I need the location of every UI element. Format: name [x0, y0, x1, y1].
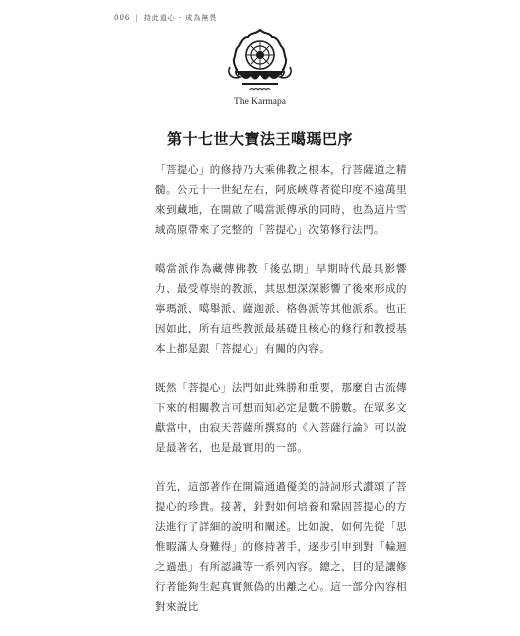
- page-number: 006: [114, 14, 131, 22]
- running-title: 持此道心 · 成為無畏: [143, 14, 218, 22]
- logo-caption: The Karmapa: [234, 97, 286, 107]
- paragraph: 既然「菩提心」法門如此殊勝和重要，那麼自古流傳下來的相關教言可想而知必定是數不勝數。在眾多文獻當中，由寂天菩薩所撰寫的《入菩薩行論》可以說是最著名，也是最實用的一部。: [155, 382, 407, 454]
- paragraph: 「菩提心」的修持乃大乘佛教之根本，行菩薩道之精髓。公元十一世紀左右，阿底峽尊者從印度不遠萬里來到藏地，在開啟了噶當派傳承的同時，也為這片雪域高原帶來了完整的「菩提心」次第修行法門。: [155, 164, 407, 236]
- paragraph: 首先，這部著作在開篇通過優美的詩詞形式讚頌了菩提心的珍貴。接著，針對如何培養和鞏固菩提心的方法進行了詳細的說明和闡述。比如說，如何先從「思惟暇滿人身難得」的修持著手，逐步引申到對「輪迴之過患」有所認識等一系列內容。總之，目的是讓修行者能夠生起真實無偽的出離之心。這一部分內容相對來說比: [155, 481, 407, 613]
- page-title: 第十七世大寶法王噶瑪巴序: [166, 130, 353, 149]
- karmapa-emblem-logo: [226, 28, 294, 96]
- body-text: [155, 160, 407, 636]
- running-header: [114, 13, 217, 23]
- paragraph: 噶當派作為藏傳佛教「後弘期」早期時代最具影響力、最受尊崇的教派，其思想深深影響了後來形成的寧瑪派、噶舉派、薩迦派、格魯派等其他派系。也正因如此，所有這些教派最基礎且核心的修行和教授基本上都是跟「菩提心」有關的內容。: [155, 263, 407, 355]
- header-separator: |: [135, 14, 139, 22]
